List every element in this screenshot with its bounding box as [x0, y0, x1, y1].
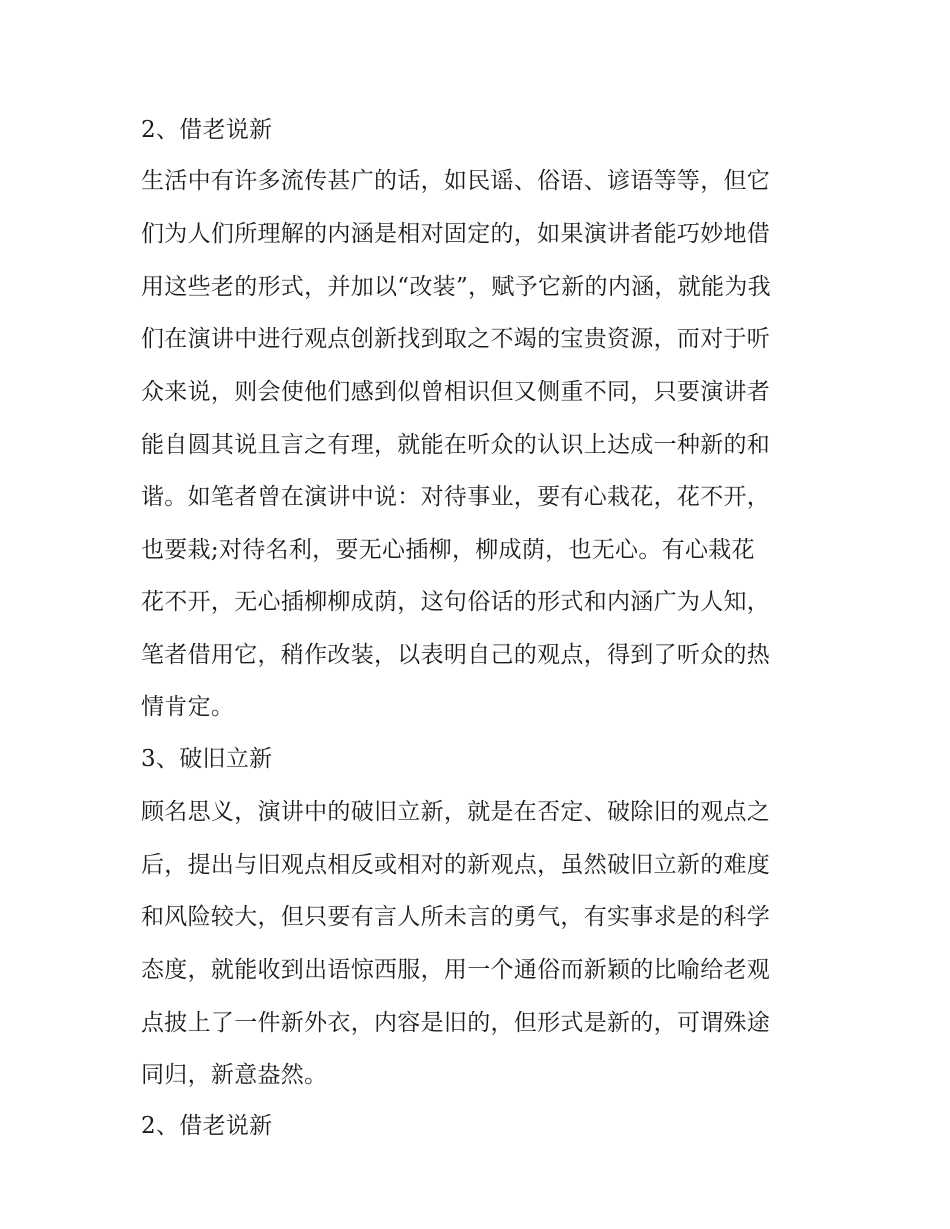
- paragraph-line: 谐。如笔者曾在演讲中说：对待事业，要有心栽花，花不开，: [141, 484, 771, 510]
- paragraph-line: 和风险较大，但只要有言人所未言的勇气，有实事求是的科学: [141, 904, 771, 930]
- paragraph-line: 态度，就能收到出语惊西服，用一个通俗而新颖的比喻给老观: [141, 957, 771, 983]
- paragraph-line: 众来说，则会使他们感到似曾相识但又侧重不同，只要演讲者: [141, 379, 771, 405]
- paragraph-line: 同归，新意盎然。: [141, 1062, 328, 1088]
- paragraph-line: 们在演讲中进行观点创新找到取之不竭的宝贵资源，而对于听: [141, 326, 771, 352]
- paragraph-line: 点披上了一件新外衣，内容是旧的，但形式是新的，可谓殊途: [141, 1010, 771, 1036]
- paragraph-line: 花不开，无心插柳柳成荫，这句俗话的形式和内涵广为人知，: [141, 589, 771, 615]
- section-heading-3: 2、借老说新: [141, 1113, 273, 1139]
- paragraph-line: 生活中有许多流传甚广的话，如民谣、俗语、谚语等等，但它: [141, 168, 771, 194]
- paragraph-line: 也要栽;对待名利，要无心插柳，柳成荫，也无心。有心栽花: [141, 537, 755, 563]
- paragraph-line: 笔者借用它，稍作改装，以表明自己的观点，得到了听众的热: [141, 642, 771, 668]
- section-heading-1: 2、借老说新: [141, 117, 273, 143]
- paragraph-line: 能自圆其说且言之有理，就能在听众的认识上达成一种新的和: [141, 432, 771, 458]
- paragraph-line: 顾名思义，演讲中的破旧立新，就是在否定、破除旧的观点之: [141, 799, 771, 825]
- paragraph-line: 用这些老的形式，并加以“改装”，赋予它新的内涵，就能为我: [141, 274, 771, 300]
- paragraph-line: 情肯定。: [141, 694, 235, 720]
- section-heading-2: 3、破旧立新: [141, 746, 273, 772]
- paragraph-line: 后，提出与旧观点相反或相对的新观点，虽然破旧立新的难度: [141, 852, 771, 878]
- paragraph-line: 们为人们所理解的内涵是相对固定的，如果演讲者能巧妙地借: [141, 221, 771, 247]
